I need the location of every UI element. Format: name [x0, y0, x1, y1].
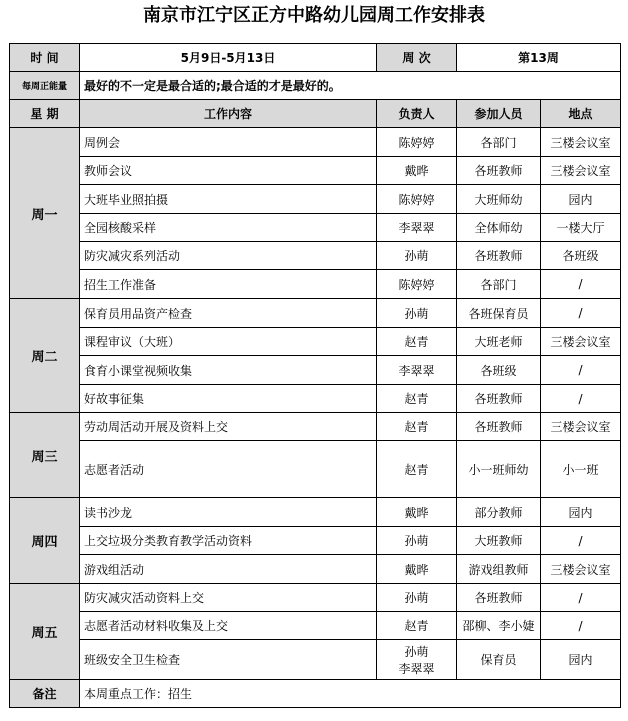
- task-owner: 赵青: [377, 385, 457, 413]
- table-row: [10, 157, 621, 185]
- task-owner: 赵青: [377, 612, 457, 640]
- motto-row: [10, 72, 621, 100]
- task-location: /: [541, 299, 621, 328]
- task-owner: 孙萌: [377, 242, 457, 270]
- task-content: 食育小课堂视频收集: [80, 356, 377, 385]
- task-owner-line: 孙萌: [404, 644, 429, 659]
- table-row: [10, 498, 621, 527]
- page-title: 南京市江宁区正方中路幼儿园周工作安排表: [143, 5, 485, 26]
- task-participants: 部分教师: [457, 498, 541, 527]
- task-content: 招生工作准备: [80, 270, 377, 299]
- table-row: [10, 128, 621, 157]
- task-location: /: [541, 356, 621, 385]
- task-owner: 孙萌: [377, 527, 457, 555]
- task-location: 各班级: [541, 242, 621, 270]
- task-content: 上交垃圾分类教育教学活动资料: [80, 527, 377, 555]
- task-participants: 保育员: [457, 640, 541, 680]
- table-row: [10, 555, 621, 584]
- day-label: 周三: [10, 413, 80, 498]
- task-owner: 孙萌: [377, 299, 457, 328]
- col-participants: 参加人员: [457, 100, 541, 128]
- task-owner: 陈婷婷: [377, 270, 457, 299]
- table-row: [10, 356, 621, 385]
- task-content: 游戏组活动: [80, 555, 377, 584]
- task-location: 小一班: [541, 441, 621, 498]
- motto-text: 最好的不一定是最合适的;最合适的才是最好的。: [80, 72, 621, 100]
- day-label: 周五: [10, 584, 80, 680]
- week-value: 第13周: [457, 44, 621, 72]
- task-location: /: [541, 612, 621, 640]
- schedule-table: [9, 43, 621, 708]
- task-owner: 赵青: [377, 328, 457, 356]
- header-row: [10, 44, 621, 72]
- task-owner: 李翠翠: [377, 356, 457, 385]
- task-participants: 游戏组教师: [457, 555, 541, 584]
- task-content: 大班毕业照拍摄: [80, 185, 377, 214]
- column-header-row: [10, 100, 621, 128]
- task-owner: 陈婷婷: [377, 128, 457, 157]
- task-participants: 各班级: [457, 356, 541, 385]
- day-label: 周一: [10, 128, 80, 299]
- task-location: /: [541, 270, 621, 299]
- task-location: 一楼大厅: [541, 214, 621, 242]
- note-row: [10, 680, 621, 708]
- note-label: 备注: [10, 680, 80, 708]
- task-owner: 戴晔: [377, 498, 457, 527]
- date-range: 5月9日-5月13日: [80, 44, 377, 72]
- task-content: 课程审议（大班）: [80, 328, 377, 356]
- table-row: [10, 612, 621, 640]
- task-participants: 邵柳、李小婕: [457, 612, 541, 640]
- table-row: [10, 214, 621, 242]
- task-location: 三楼会议室: [541, 128, 621, 157]
- task-location: 园内: [541, 640, 621, 680]
- week-label: 周 次: [377, 44, 457, 72]
- note-text: 本周重点工作：招生: [80, 680, 621, 708]
- task-participants: 大班老师: [457, 328, 541, 356]
- task-location: 园内: [541, 498, 621, 527]
- table-row: [10, 328, 621, 356]
- task-content: 防灾减灾活动资料上交: [80, 584, 377, 612]
- col-location: 地点: [541, 100, 621, 128]
- task-participants: 全体师幼: [457, 214, 541, 242]
- task-content: 全园核酸采样: [80, 214, 377, 242]
- table-row: [10, 640, 621, 680]
- task-participants: 各班教师: [457, 584, 541, 612]
- table-row: [10, 584, 621, 612]
- task-owner: 陈婷婷: [377, 185, 457, 214]
- task-owner: 李翠翠: [377, 214, 457, 242]
- task-location: 三楼会议室: [541, 328, 621, 356]
- task-content: 志愿者活动: [80, 441, 377, 498]
- time-label: 时 间: [10, 44, 80, 72]
- task-owner: 孙萌: [377, 584, 457, 612]
- task-location: /: [541, 527, 621, 555]
- col-content: 工作内容: [80, 100, 377, 128]
- task-location: 三楼会议室: [541, 157, 621, 185]
- task-location: /: [541, 385, 621, 413]
- motto-label: 每周正能量: [10, 72, 80, 100]
- task-owner: 赵青: [377, 441, 457, 498]
- task-participants: 大班师幼: [457, 185, 541, 214]
- task-content: 周例会: [80, 128, 377, 157]
- task-participants: 各班教师: [457, 157, 541, 185]
- col-day: 星 期: [10, 100, 80, 128]
- table-row: [10, 299, 621, 328]
- task-participants: 各班保育员: [457, 299, 541, 328]
- task-location: 园内: [541, 185, 621, 214]
- table-row: [10, 385, 621, 413]
- table-row: [10, 413, 621, 441]
- task-owner: 戴晔: [377, 157, 457, 185]
- task-participants: 小一班师幼: [457, 441, 541, 498]
- task-content: 劳动周活动开展及资料上交: [80, 413, 377, 441]
- task-participants: 各部门: [457, 270, 541, 299]
- task-owner: 戴晔: [377, 555, 457, 584]
- task-content: 保育员用品资产检查: [80, 299, 377, 328]
- task-location: 三楼会议室: [541, 555, 621, 584]
- day-label: 周四: [10, 498, 80, 584]
- task-location: /: [541, 584, 621, 612]
- task-participants: 各班教师: [457, 385, 541, 413]
- task-owner: 赵青: [377, 413, 457, 441]
- day-label: 周二: [10, 299, 80, 413]
- table-row: [10, 527, 621, 555]
- task-owner: [377, 640, 457, 680]
- col-owner: 负责人: [377, 100, 457, 128]
- task-content: 好故事征集: [80, 385, 377, 413]
- task-content: 防灾减灾系列活动: [80, 242, 377, 270]
- task-content: 读书沙龙: [80, 498, 377, 527]
- table-row: [10, 270, 621, 299]
- task-content: 班级安全卫生检查: [80, 640, 377, 680]
- task-participants: 各班教师: [457, 413, 541, 441]
- task-content: 教师会议: [80, 157, 377, 185]
- task-participants: 大班教师: [457, 527, 541, 555]
- table-row: [10, 185, 621, 214]
- table-row: [10, 242, 621, 270]
- table-row: [10, 441, 621, 498]
- task-participants: 各部门: [457, 128, 541, 157]
- task-location: 三楼会议室: [541, 413, 621, 441]
- task-content: 志愿者活动材料收集及上交: [80, 612, 377, 640]
- task-participants: 各班教师: [457, 242, 541, 270]
- task-owner-line: 李翠翠: [398, 661, 435, 676]
